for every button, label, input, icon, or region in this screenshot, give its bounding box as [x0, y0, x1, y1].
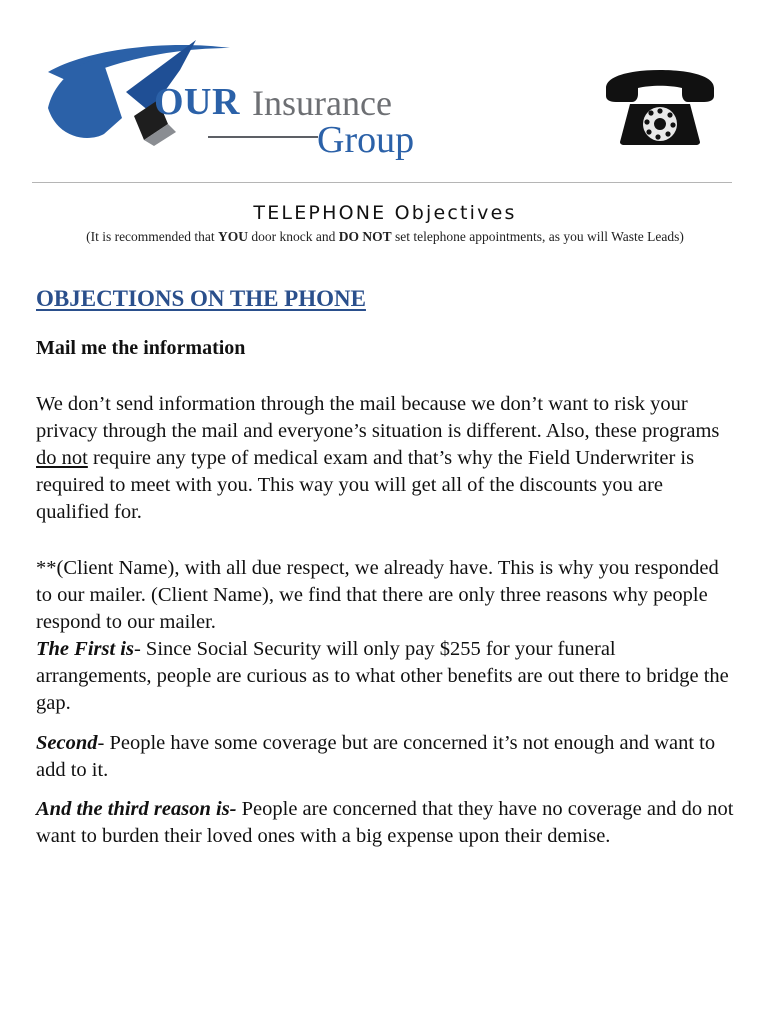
- reason-first-text: - Since Social Security will only pay $255 for your funeral arrangements, people are curious as to what other benefits are out there to bridge the gap.: [36, 638, 729, 714]
- reason-third-lead: And the third reason is-: [36, 798, 237, 820]
- reason-second: [36, 730, 736, 784]
- telephone-icon: [600, 68, 720, 146]
- subtitle-part3: set telephone appointments, as you will Waste Leads): [391, 229, 684, 244]
- objection-heading: Mail me the information: [36, 337, 246, 359]
- paragraph1-part2: require any type of medical exam and that’s why the Field Underwriter is required to meet with you. This way you will get all of the discounts you are qualified for.: [36, 447, 695, 523]
- logo-insurance-text: Insurance: [252, 83, 392, 123]
- section-heading: OBJECTIONS ON THE PHONE: [36, 286, 366, 311]
- document-title: TELEPHONE Objectives: [253, 202, 517, 224]
- company-logo: [30, 30, 430, 170]
- paragraph1-underlined: do not: [36, 447, 88, 469]
- reason-third: [36, 796, 736, 850]
- subtitle-part1: (It is recommended that: [86, 229, 219, 244]
- reason-second-lead: Second: [36, 732, 98, 754]
- paragraph-client-name: **(Client Name), with all due respect, we already have. This is why you responded to our mailer. (Client Name), we find that there are only three reasons why people respond to our mailer.: [36, 557, 719, 633]
- logo-group-text: Group: [317, 119, 415, 161]
- logo-our-text: OUR: [154, 81, 240, 123]
- subtitle-part2: door knock and: [248, 229, 339, 244]
- paragraph1-part1: We don’t send information through the mail because we don’t want to risk your privacy through the mail and everyone’s situation is different. Also, these programs: [36, 393, 720, 442]
- paragraph-privacy: [36, 391, 736, 526]
- logo-rule: [208, 136, 318, 138]
- header-divider: [32, 182, 732, 183]
- reason-second-text: - People have some coverage but are concerned it’s not enough and want to add to it.: [36, 732, 716, 781]
- reason-third-text: People are concerned that they have no coverage and do not want to burden their loved ones with a big expense upon their demise.: [36, 798, 734, 847]
- reason-first: [36, 636, 736, 717]
- subtitle-you: YOU: [218, 229, 249, 244]
- subtitle-do-not: DO NOT: [338, 229, 392, 244]
- reason-first-lead: The First is: [36, 638, 134, 660]
- document-subtitle: [0, 229, 770, 245]
